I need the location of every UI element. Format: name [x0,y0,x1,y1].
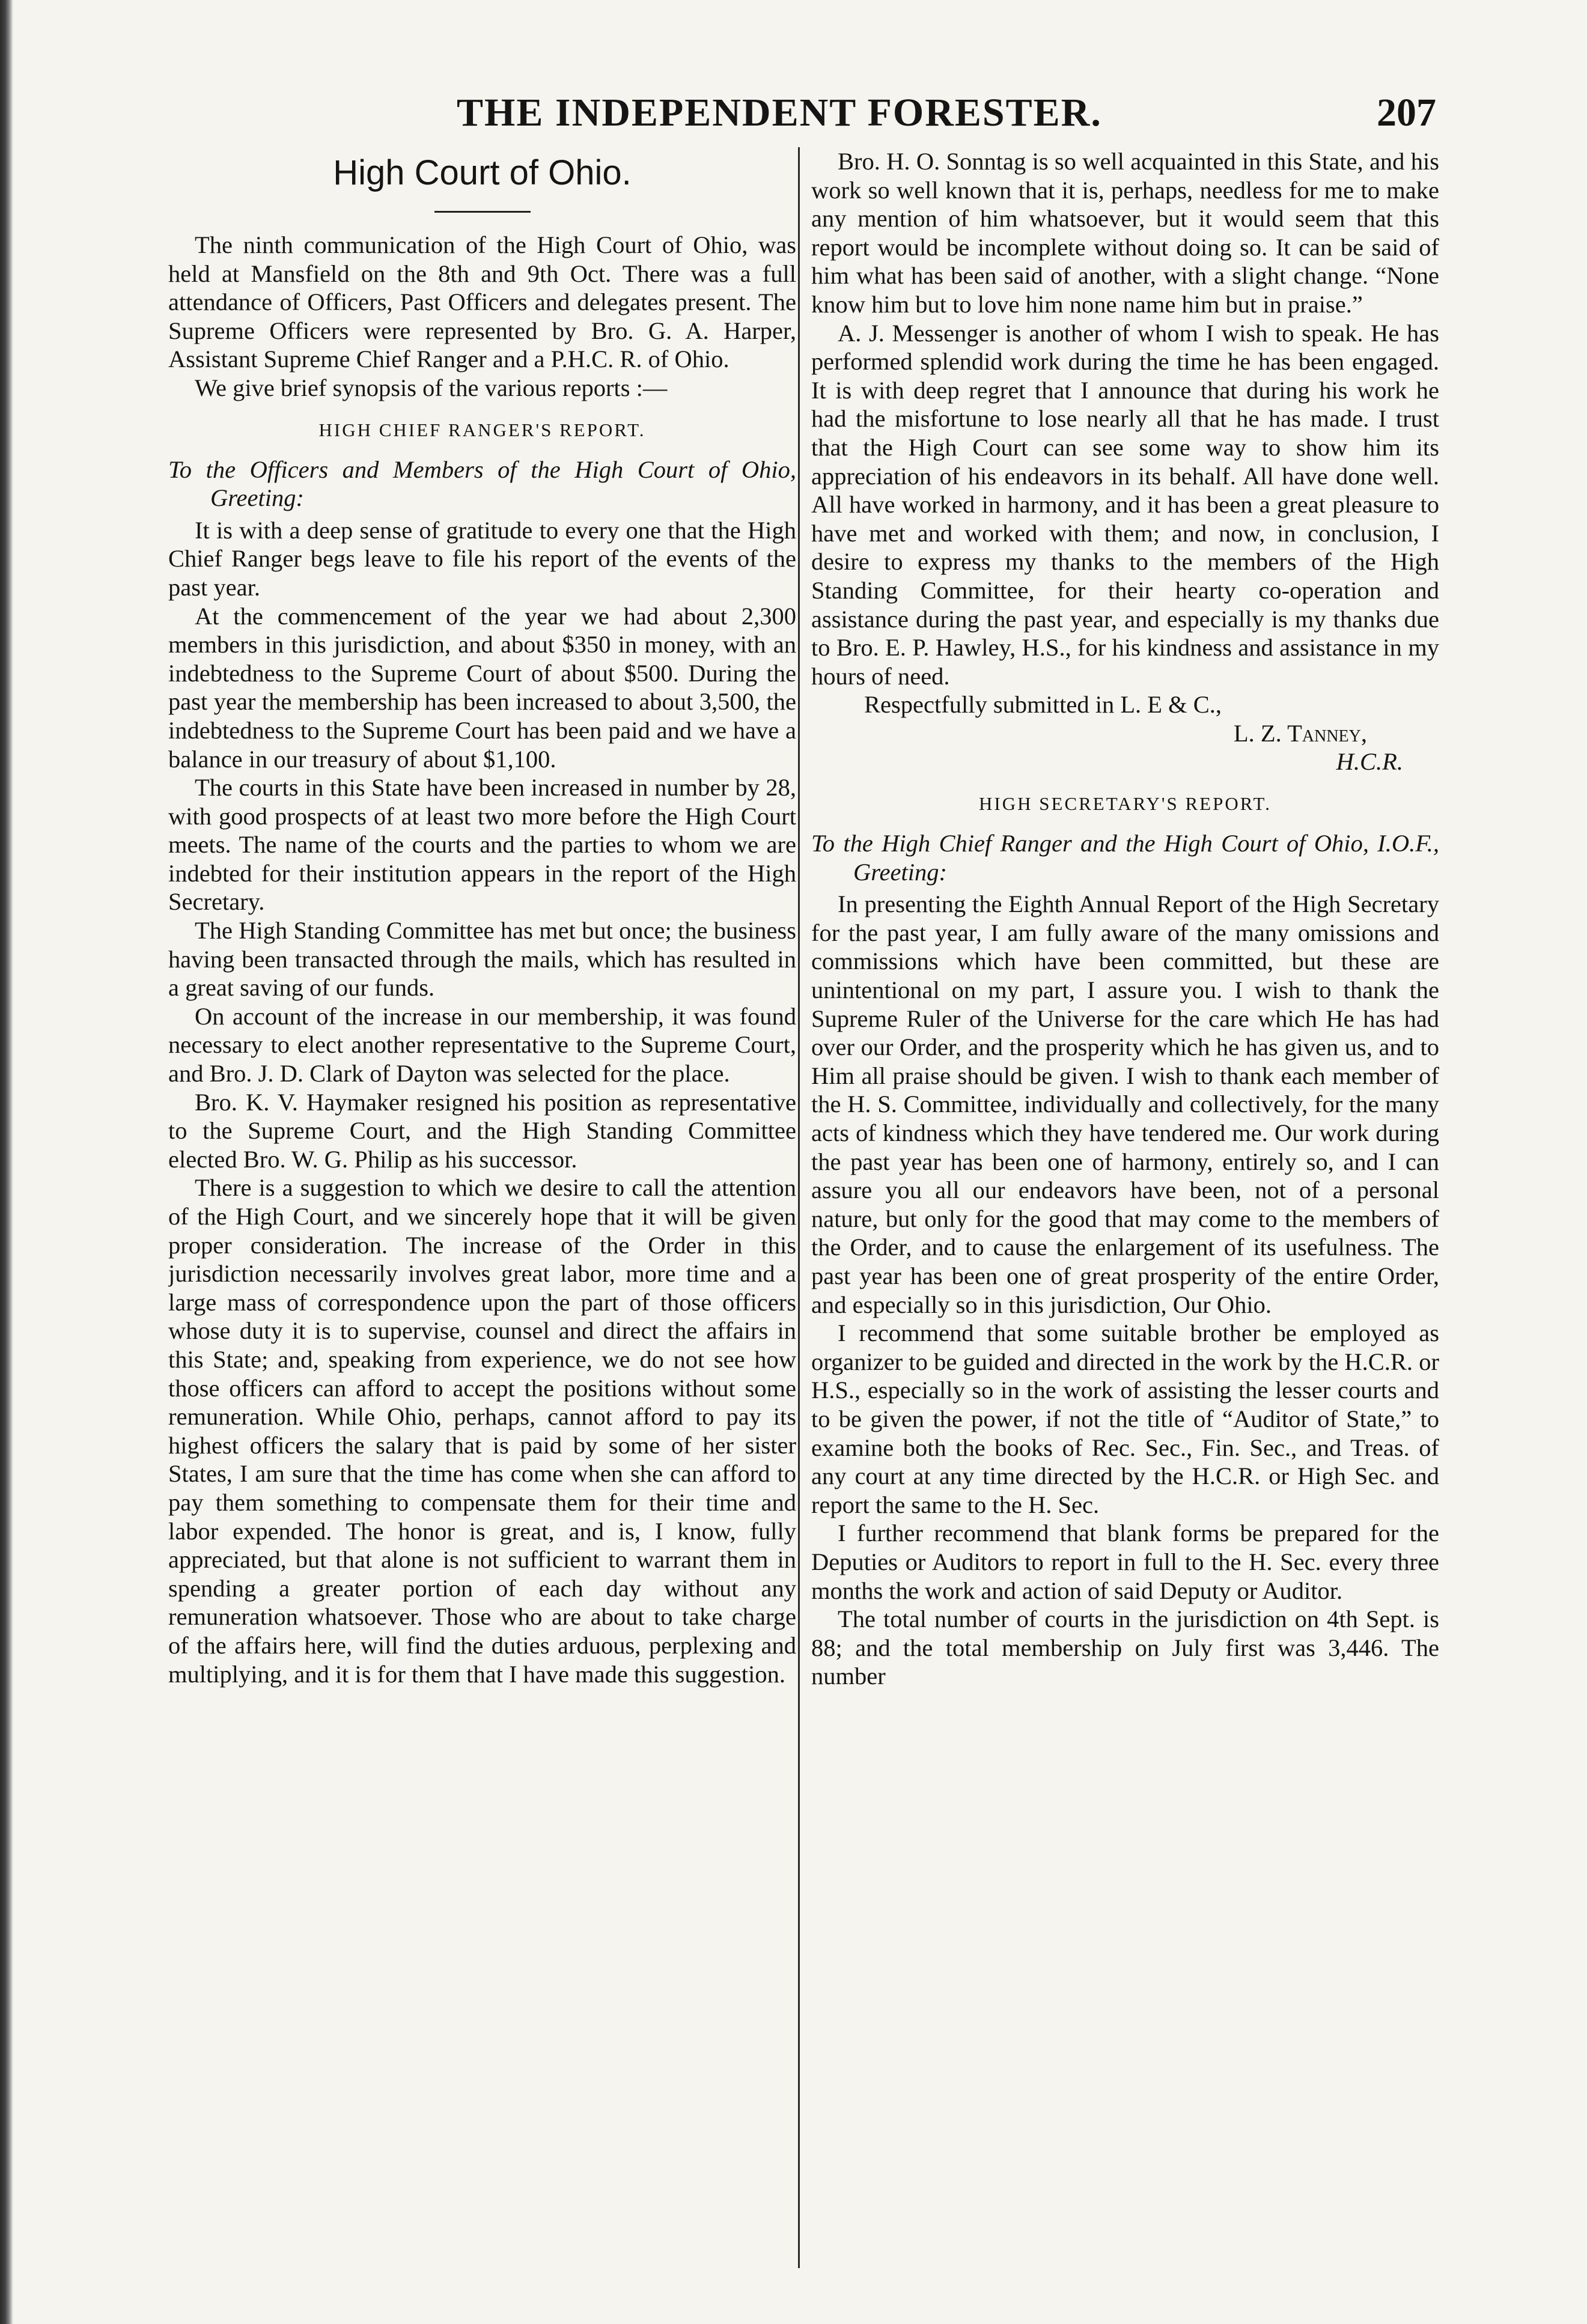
hcr-paragraph: A. J. Messenger is another of whom I wish to speak. He has performed splendid work during the time he has been engaged. It is with deep regret that I announce that during his work he had the misfortune to lose nearly all that he has made. I trust that the High Court can see some way to show him its appreciation of his endeavors in its behalf. All have done well. All have worked in harmony, and it has been a great pleasure to have met and worked with them; and now, in conclusion, I desire to express my thanks to the members of the High Standing Committee, for their hearty co-operation and assistance during the past year, and especially is my thanks due to Bro. E. P. Hawley, H.S., for his kindness and assistance in my hours of need. [811,319,1439,690]
hcr-signer: L. Z. Tanney, [1233,719,1367,747]
binding-edge [0,0,13,2324]
hcr-paragraph: There is a suggestion to which we desire to call the attention of the High Court, and we sincerely hope that it will be given proper consideration. The increase of the Order in this jurisdiction necessarily involves great labor, more time and a large mass of correspondence upon the part of those officers whose duty it is to supervise, counsel and direct the affairs in this State; and, speaking from experience, we do not see how those officers can afford to accept the positions without some remuneration. While Ohio, perhaps, cannot afford to pay its highest officers the salary that is paid by some of her sister States, I am sure that the time has come when she can afford to pay them something to compensate them for their time and labor expended. The honor is great, and is, I know, fully appreciated, but that alone is not sufficient to warrant them in spending a greater portion of each day without any remuneration whatsoever. Those who are about to take charge of the affairs here, will find the duties arduous, perplexing and multiplying, and it is for them that I have made this suggestion. [168,1174,796,1688]
hcr-paragraph: The High Standing Committee has met but once; the business having been transacted through the mails, which has resulted in a great saving of our funds. [168,917,796,1002]
hs-report-address: To the High Chief Ranger and the High Court of Ohio, I.O.F., Greeting: [811,830,1439,886]
hcr-paragraph: Bro. K. V. Haymaker resigned his position as representative to the Supreme Court, and the High Standing Committee elected Bro. W. G. Philip as his successor. [168,1088,796,1173]
hcr-report-address: To the Officers and Members of the High Court of Ohio, Greeting: [168,455,796,512]
intro-paragraph: We give brief synopsis of the various reports :— [195,374,668,401]
page-number: 207 [1377,91,1436,135]
hcr-paragraph: It is with a deep sense of gratitude to every one that the High Chief Ranger begs leave to file his report of the events of the past year. [168,516,796,601]
hcr-paragraph: Bro. H. O. Sonntag is so well acquainted in this State, and his work so well known that it is, perhaps, needless for me to make any mention of him whatsoever, but it would seem that this report would be incomplete without doing so. It can be said of him what has been said of another, with a slight change. “None know him but to love him none name him but in praise.” [811,148,1439,318]
hs-paragraph: In presenting the Eighth Annual Report of the High Secretary for the past year, I am fully aware of the many omissions and commissions which have been committed, but these are unintentional on my part, I assure you. I wish to thank the Supreme Ruler of the Universe for the care which He has had over our Order, and the prosperity which he has given us, and to Him all praise should be given. I wish to thank each member of the H. S. Committee, individually and collectively, for the many acts of kindness which they have tendered me. Our work during the past year has been one of harmony, entirely so, and I can assure you all our endeavors have been, not of a personal nature, but only for the good that may come to the members of the Order, and to cause the enlargement of its usefulness. The past year has been one of great prosperity of the entire Order, and especially so in this jurisdiction, Our Ohio. [811,890,1439,1318]
right-column [811,147,1439,2274]
hcr-paragraph: On account of the increase in our membership, it was found necessary to elect another representative to the Supreme Court, and Bro. J. D. Clark of Dayton was selected for the place. [168,1002,796,1087]
hcr-paragraph: At the commencement of the year we had about 2,300 members in this jurisdiction, and about $350 in money, with an indebtedness to the Supreme Court of about $500. During the past year the membership has been increased to about 3,500, the indebtedness to the Supreme Court has been paid and we have a balance in our treasury of about $1,100. [168,602,796,773]
left-column [168,147,796,2274]
article-title: High Court of Ohio. [333,153,632,192]
page-header [439,90,1436,144]
hcr-signer-title: H.C.R. [1336,748,1403,776]
hcr-paragraph: The courts in this State have been increased in number by 28, with good prospects of at least two more before the High Court meets. The name of the courts and the parties to whom we are indebted for their institution appears in the report of the High Secretary. [168,774,796,916]
hcr-report-heading: HIGH CHIEF RANGER'S REPORT. [318,419,646,440]
column-rule [798,147,800,2268]
hcr-signoff: Respectfully submitted in L. E & C., [864,691,1222,719]
hs-paragraph: I further recommend that blank forms be prepared for the Deputies or Auditors to report in full to the H. Sec. every three months the work and action of said Deputy or Auditor. [811,1519,1439,1604]
intro-paragraph: The ninth communication of the High Court of Ohio, was held at Mansfield on the 8th and 9th Oct. There was a full attendance of Officers, Past Officers and delegates present. The Supreme Officers were represented by Bro. G. A. Harper, Assistant Supreme Chief Ranger and a P.H.C. R. of Ohio. [168,231,796,373]
hs-report-heading: HIGH SECRETARY'S REPORT. [979,793,1272,815]
hs-paragraph: I recommend that some suitable brother be employed as organizer to be guided and directed in the work by the H.C.R. or H.S., especially so in the work of assisting the lesser courts and to be given the power, if not the title of “Auditor of State,” to examine both the books of Rec. Sec., Fin. Sec., and Treas. of any court at any time directed by the H.C.R. or High Sec. and report the same to the H. Sec. [811,1319,1439,1518]
running-title: THE INDEPENDENT FORESTER. [457,91,1102,135]
title-rule [434,211,531,213]
hs-paragraph: The total number of courts in the jurisdiction on 4th Sept. is 88; and the total membership on July first was 3,446. The number [811,1605,1439,1690]
